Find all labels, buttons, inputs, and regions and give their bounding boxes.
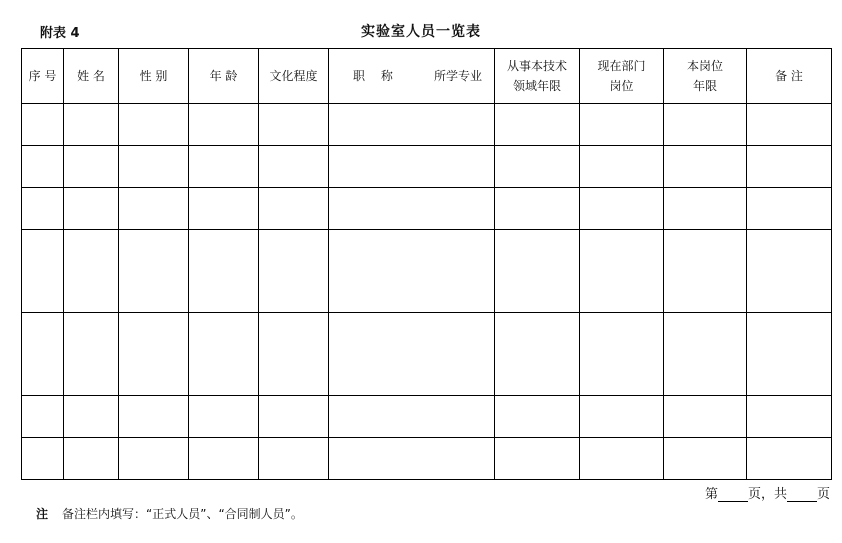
table-cell[interactable]	[747, 313, 832, 396]
table-cell[interactable]	[664, 313, 747, 396]
table-cell[interactable]	[580, 438, 664, 480]
table-cell[interactable]	[189, 146, 259, 188]
table-cell[interactable]	[64, 230, 119, 313]
page-suffix: 页	[816, 487, 830, 502]
table-cell[interactable]	[329, 313, 495, 396]
appendix-label: 附表 4	[40, 26, 80, 41]
note-text: 备注栏内填写：“正式人员”、“合同制人员”。	[62, 507, 303, 521]
table-cell[interactable]	[580, 146, 664, 188]
table-cell[interactable]	[495, 313, 580, 396]
table-header-row	[22, 49, 832, 104]
table-cell[interactable]	[189, 188, 259, 230]
table-cell[interactable]	[189, 438, 259, 480]
table-cell[interactable]	[747, 104, 832, 146]
table-cell[interactable]	[495, 188, 580, 230]
table-cell[interactable]	[22, 104, 64, 146]
table-row	[22, 230, 832, 313]
table-cell[interactable]	[189, 313, 259, 396]
table-cell[interactable]	[495, 438, 580, 480]
table-cell[interactable]	[22, 230, 64, 313]
table-cell[interactable]	[22, 396, 64, 438]
table-cell[interactable]	[189, 396, 259, 438]
table-cell[interactable]	[580, 396, 664, 438]
table-cell[interactable]	[64, 313, 119, 396]
table-cell[interactable]	[747, 230, 832, 313]
table-cell[interactable]	[664, 104, 747, 146]
table-cell[interactable]	[189, 230, 259, 313]
table-cell[interactable]	[259, 146, 329, 188]
table-row	[22, 396, 832, 438]
footnote	[36, 505, 303, 522]
table-cell[interactable]	[747, 188, 832, 230]
table-cell[interactable]	[329, 146, 495, 188]
note-mark: 注	[36, 507, 49, 521]
table-cell[interactable]	[495, 104, 580, 146]
col-header-education: 文化程度	[259, 49, 329, 104]
col-header-title-major	[329, 49, 495, 104]
col-header-gender: 性 别	[119, 49, 189, 104]
table-cell[interactable]	[119, 396, 189, 438]
table-cell[interactable]	[580, 313, 664, 396]
table-cell[interactable]	[580, 188, 664, 230]
table-cell[interactable]	[119, 438, 189, 480]
personnel-table	[21, 48, 832, 480]
table-cell[interactable]	[64, 104, 119, 146]
table-cell[interactable]	[495, 396, 580, 438]
table-cell[interactable]	[259, 396, 329, 438]
table-cell[interactable]	[22, 313, 64, 396]
table-cell[interactable]	[329, 396, 495, 438]
table-row	[22, 438, 832, 480]
page-number-line	[705, 483, 830, 502]
table-row	[22, 146, 832, 188]
col-header-age: 年 龄	[189, 49, 259, 104]
table-cell[interactable]	[259, 230, 329, 313]
col-header-serial: 序 号	[22, 49, 64, 104]
table-cell[interactable]	[259, 313, 329, 396]
table-cell[interactable]	[329, 438, 495, 480]
table-cell[interactable]	[64, 438, 119, 480]
table-cell[interactable]	[259, 104, 329, 146]
table-cell[interactable]	[189, 104, 259, 146]
table-cell[interactable]	[119, 104, 189, 146]
table-cell[interactable]	[329, 188, 495, 230]
table-cell[interactable]	[664, 188, 747, 230]
col-header-title: 职 称	[353, 69, 399, 83]
current-page-blank[interactable]	[718, 487, 748, 502]
col-header-years-in-post: 本岗位 年限	[664, 49, 747, 104]
table-row	[22, 188, 832, 230]
col-header-current-position: 现在部门 岗位	[580, 49, 664, 104]
total-pages-blank[interactable]	[787, 487, 817, 502]
table-cell[interactable]	[747, 438, 832, 480]
col-header-major: 所学专业	[433, 69, 482, 83]
table-cell[interactable]	[22, 146, 64, 188]
table-cell[interactable]	[119, 313, 189, 396]
col-header-years-in-field: 从事本技术 领域年限	[495, 49, 580, 104]
table-cell[interactable]	[664, 396, 747, 438]
col-header-name: 姓 名	[64, 49, 119, 104]
table-row	[22, 104, 832, 146]
col-header-remarks: 备 注	[747, 49, 832, 104]
table-row	[22, 313, 832, 396]
table-cell[interactable]	[22, 188, 64, 230]
table-cell[interactable]	[747, 146, 832, 188]
table-cell[interactable]	[22, 438, 64, 480]
table-cell[interactable]	[329, 230, 495, 313]
table-cell[interactable]	[259, 438, 329, 480]
page-mid: 页，共	[747, 487, 787, 502]
table-cell[interactable]	[580, 230, 664, 313]
table-cell[interactable]	[64, 146, 119, 188]
table-cell[interactable]	[119, 188, 189, 230]
page-prefix: 第	[704, 487, 718, 502]
table-cell[interactable]	[259, 188, 329, 230]
table-cell[interactable]	[119, 230, 189, 313]
table-cell[interactable]	[664, 146, 747, 188]
table-cell[interactable]	[664, 438, 747, 480]
table-cell[interactable]	[64, 396, 119, 438]
document-title: 实验室人员一览表	[361, 24, 481, 40]
table-cell[interactable]	[664, 230, 747, 313]
table-cell[interactable]	[580, 104, 664, 146]
table-cell[interactable]	[747, 396, 832, 438]
table-cell[interactable]	[64, 188, 119, 230]
table-cell[interactable]	[119, 146, 189, 188]
table-cell[interactable]	[495, 146, 580, 188]
table-cell[interactable]	[329, 104, 495, 146]
table-cell[interactable]	[495, 230, 580, 313]
